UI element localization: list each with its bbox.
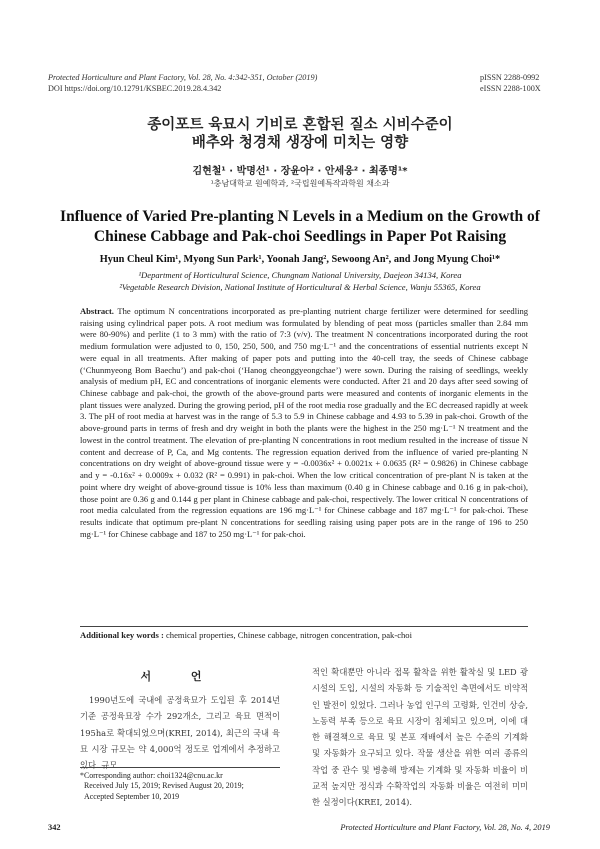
keywords-text: chemical properties, Chinese cabbage, nitrogen concentration, pak-choi: [165, 630, 412, 640]
korean-authors: 김현철¹ · 박명선¹ · 장윤아² · 안세웅² · 최종명¹*: [192, 166, 408, 177]
english-authors: Hyun Cheul Kim¹, Myong Sun Park¹, Yoonah Jang², Sewoong An², and Jong Myung Choi¹*: [99, 254, 501, 265]
keyword-divider: [80, 626, 528, 627]
footer-journal: Protected Horticulture and Plant Factory, Vol. 28, No. 4, 2019: [340, 823, 550, 832]
korean-title-line1: 종이포트 육묘시 기비로 혼합된 질소 시비수준이: [147, 117, 453, 133]
abstract-label: Abstract.: [80, 306, 114, 316]
accepted-date: Accepted September 10, 2019: [84, 791, 180, 801]
keywords-label: Additional key words :: [80, 630, 164, 640]
intro-right-column: 적인 확대뿐만 아니라 접목 활착을 위한 활착실 및 LED 광 시설의 도입, 시설의 자동화 등 기술적인 측면에서도 비약적인 발전이 있었다. 그러나 농업 인구의 고령화, 인건비 상승, 노동력 부족 등으로 육묘 시장이 침체되고 있으며, 이에 대한 해결책으로 육묘 및 본포 재배에서 높은 수준의 기계화 및 자동화가 요구되고 있다. 작물 생산을 위한 여러 종류의 작업 중 관수 및 병충해 방제는 기계화 및 자동화 비율이 비교적 높지만 정식과 수확작업의 자동화 비율은 여전히 미미한 실정이다(KREI, 2014).: [312, 667, 528, 808]
korean-title-line2: 배추와 청경채 생장에 미치는 영향: [191, 135, 409, 151]
received-date: Received July 15, 2019; Revised August 20, 2019;: [84, 781, 244, 791]
abstract-text: The optimum N concentrations incorporated as pre-planting nutrient charge fertilizer were determined for seedling raising using cylindrical paper pots. A root medium was formulated by blending of peat moss (particles smaller than 2.84 mm were 80-90%) and perlite (1 to 3 mm) with the ratio of 7:3 (v/v). The treatment N concentrations incorporated during the root medium formulation were adjusted to 0, 150, 250, 500, and 750 mg·L⁻¹ and the concentrations of essential nutrients except N were equal in all treatments. After making of paper pots and putting into the 40-cell tray, the seeds of Chinese cabbage (‘Chunmyeong Bom Baechu’) and pak-choi (‘Hanog cheonggyeongchae’) were sown. During the raising of seedlings, weekly analysis of medium pH, EC and concentrations of inorganic elements were conducted. After 21 and 20 days after seed sowing of Chinese cabbage and pak-choi, the growth of the above-ground parts were measured and contents of inorganic elements in the plant tissues were analyzed. During the growing period, pH of the root media rose gradually and the EC decreased rapidly at week 3. The pH of root media at harvest was in the range of 5.3 to 5.9 in Chinese cabbage and 4.93 to 5.39 in pak-choi. Growth of the above-ground parts in terms of fresh and dry weight in both the plants were the highest in the 250 mg·L⁻¹ N treatment and the lowest in the control treatment. The elevation of pre-planting N concentrations in root medium resulted in the increase of tissue N content and decrease of P, Ca, and Mg contents. The regression equation derived from the influence of varied pre-planting N concentrations on dry weight of above-ground tissue were y = -0.0036x² + 0.0021x + 0.0635 (R² = 0.9826) in Chinese cabbage and y = -0.16x² + 0.0009x + 0.032 (R² = 0.991) in pak-choi. When the low critical concentration of pre-plant N is taken at the point where dry weight of above-ground tissue is 10% less than maximum (0.40 g in Chinese cabbage and 0.16 g in pak-choi), those point are 0.36 g and 0.144 g per plant in Chinese cabbage and pak-choi, respectively. The lower critical N concentrations of root media calculated from the regression equations are 196 mg·L⁻¹ for Chinese cabbage and 187 mg·L⁻¹ for pak-choi. These results indicate that optimum pre-plant N concentrations for seedling raising using paper pots are in the range of 196 to 250 mg·L⁻¹ for Chinese cabbage and 187 to 250 mg·L⁻¹ for pak-choi.: [80, 306, 528, 539]
intro-heading: 서 언: [140, 670, 220, 683]
doi-link[interactable]: DOI https://doi.org/10.12791/KSBEC.2019.28.4.342: [48, 84, 222, 93]
intro-left-column: 1990년도에 국내에 공정육묘가 도입된 후 2014년 기준 공정육묘장 수가 292개소, 그리고 육묘 면적이 195ha로 확대되었으며(KREI, 2014), 최근의 국내 육묘 시장 규모는 약 4,000억 정도로 업계에서 추정하고 있다. 규모: [80, 695, 280, 771]
footnotes: [80, 771, 280, 802]
english-title-line2: Chinese Cabbage and Pak-choi Seedlings in Paper Pot Raising: [93, 228, 507, 245]
korean-affiliations: ¹충남대학교 원예학과, ²국립원예특작과학원 채소과: [210, 179, 390, 188]
journal-citation: Protected Horticulture and Plant Factory, Vol. 28, No. 4:342-351, October (2019): [48, 73, 318, 82]
corresponding-author: *Corresponding author: choi1324@cnu.ac.kr: [80, 771, 223, 780]
english-title-line1: Influence of Varied Pre-planting N Levels in a Medium on the Growth of: [60, 208, 540, 225]
pissn: pISSN 2288-0992: [480, 73, 540, 82]
english-affiliation-1: ¹Department of Horticultural Science, Chungnam National University, Daejeon 34134, Korea: [138, 270, 462, 280]
footnote-divider: [80, 767, 280, 768]
english-affiliation-2: ²Vegetable Research Division, National Institute of Horticultural & Herbal Science, Wanju 55365, Korea: [119, 282, 481, 292]
page-number: 342: [48, 823, 61, 832]
keywords: [80, 630, 528, 640]
eissn: eISSN 2288-100X: [480, 84, 541, 93]
abstract: [80, 306, 528, 540]
